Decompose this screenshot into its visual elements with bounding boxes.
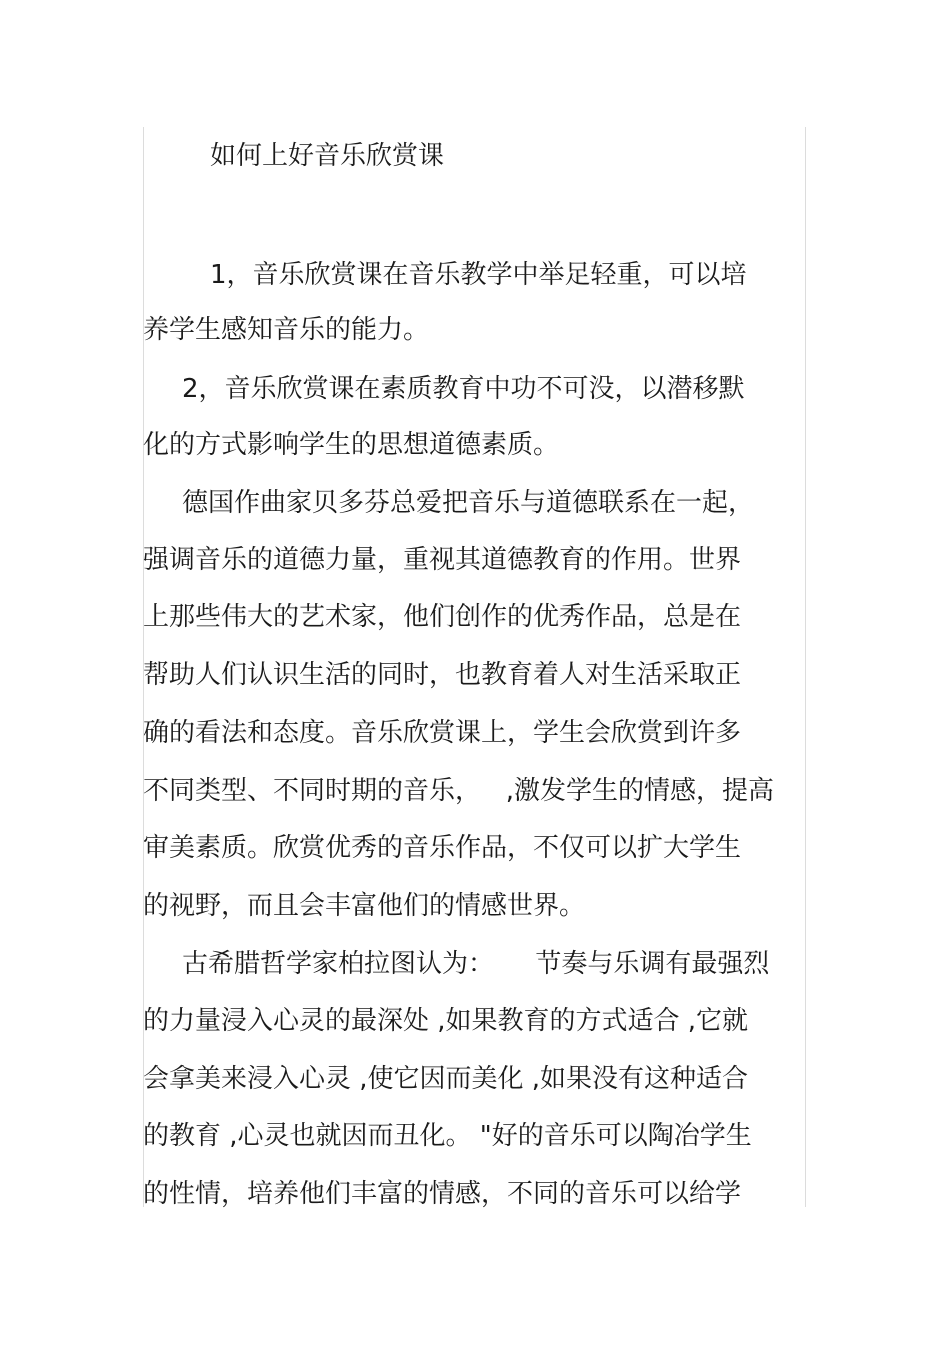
paragraph-line: 2，音乐欣赏课在素质教育中功不可没，以潜移默	[182, 374, 745, 404]
page-right-border	[805, 127, 806, 1207]
paragraph-line: 的力量浸入心灵的最深处 ,如果教育的方式适合 ,它就	[143, 1006, 749, 1036]
paragraph-line: 的性情，培养他们丰富的情感，不同的音乐可以给学	[143, 1179, 742, 1209]
paragraph-line: 上那些伟大的艺术家，他们创作的优秀作品，总是在	[143, 602, 742, 632]
paragraph-line: 的教育 ,心灵也就因而丑化。 "好的音乐可以陶冶学生	[143, 1121, 752, 1151]
paragraph-line: 1，音乐欣赏课在音乐教学中举足轻重，可以培	[210, 260, 747, 290]
paragraph-line: 古希腊哲学家柏拉图认为： 节奏与乐调有最强烈	[182, 949, 770, 979]
paragraph-line: 确的看法和态度。音乐欣赏课上，学生会欣赏到许多	[143, 718, 742, 748]
paragraph-line: 化的方式影响学生的思想道德素质。	[143, 430, 560, 460]
paragraph-line: 会拿美来浸入心灵 ,使它因而美化 ,如果没有这种适合	[143, 1064, 749, 1094]
paragraph-line: 审美素质。欣赏优秀的音乐作品，不仅可以扩大学生	[143, 833, 742, 863]
paragraph-line: 不同类型、不同时期的音乐， ,激发学生的情感，提高	[143, 776, 775, 806]
paragraph-line: 德国作曲家贝多芬总爱把音乐与道德联系在一起，	[182, 488, 755, 518]
document-title: 如何上好音乐欣赏课	[210, 141, 445, 171]
paragraph-line: 帮助人们认识生活的同时，也教育着人对生活采取正	[143, 660, 742, 690]
paragraph-line: 养学生感知音乐的能力。	[143, 315, 430, 345]
paragraph-line: 强调音乐的道德力量，重视其道德教育的作用。世界	[143, 545, 742, 575]
paragraph-line: 的视野，而且会丰富他们的情感世界。	[143, 891, 586, 921]
